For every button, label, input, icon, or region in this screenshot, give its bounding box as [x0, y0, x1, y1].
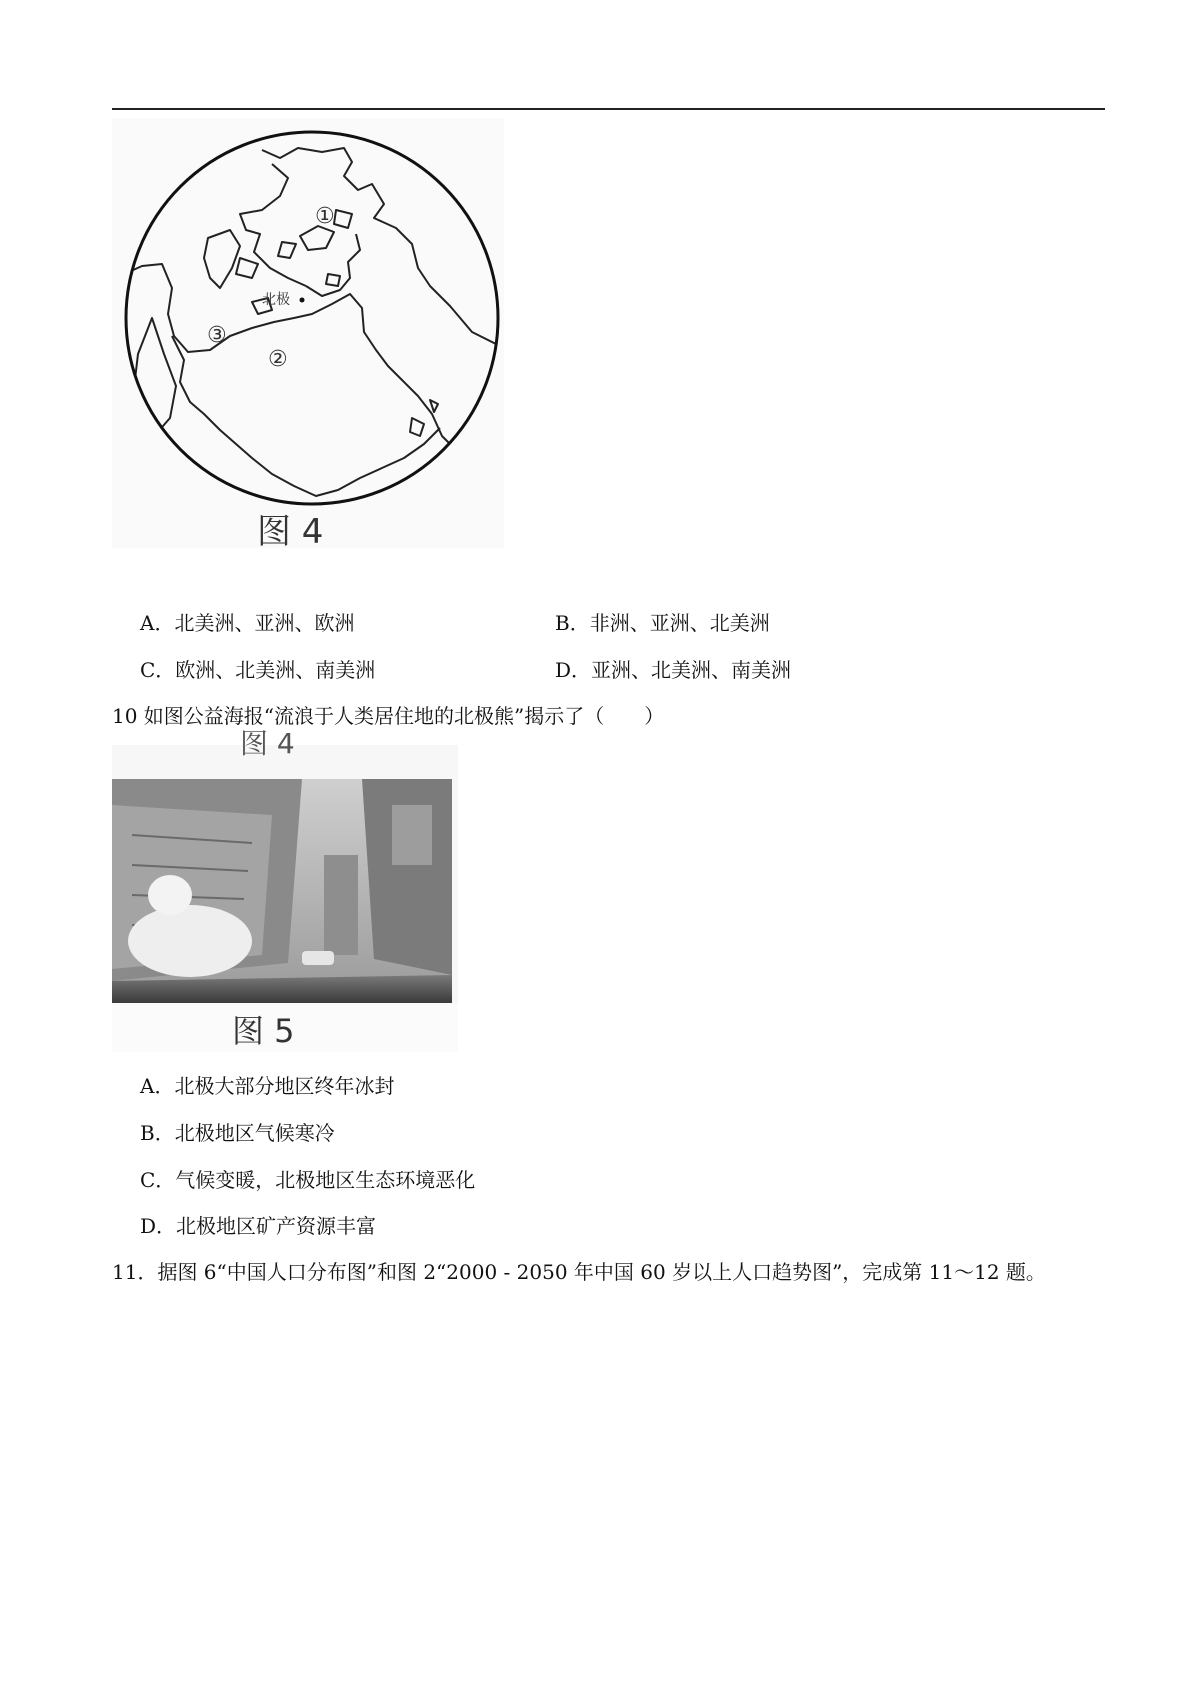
arctic-map-graphic: [112, 118, 504, 552]
q10-stem: 10 如图公益海报“流浪于人类居住地的北极熊”揭示了（ ）: [112, 704, 665, 728]
globe-outline: [126, 132, 498, 504]
q10-option-a: A．北极大部分地区终年冰封: [140, 1074, 395, 1098]
figure-5-caption: 图 5: [232, 1012, 295, 1050]
q10-option-c: C．气候变暖，北极地区生态环境恶化: [140, 1168, 476, 1192]
figure-5-polar-bear-poster: [112, 727, 458, 1052]
q9-option-d: D．亚洲、北美洲、南美洲: [555, 658, 792, 682]
cut-caption: 图 4: [240, 727, 295, 760]
greenland-outline: [204, 230, 240, 288]
north-pole-dot: [300, 298, 305, 303]
marker-3: ③: [207, 323, 227, 348]
q10-option-b: B．北极地区气候寒冷: [140, 1121, 335, 1145]
marker-1: ①: [315, 204, 335, 229]
figure-4-arctic-map: [112, 118, 504, 552]
north-pole-label: 北极: [262, 292, 290, 308]
q9-option-c: C．欧洲、北美洲、南美洲: [140, 658, 376, 682]
q9-option-a: A．北美洲、亚洲、欧洲: [140, 611, 355, 635]
q11-stem: 11．据图 6“中国人口分布图”和图 2“2000 - 2050 年中国 60 岁以上人口趋势图”，完成第 11～12 题。: [112, 1260, 1046, 1284]
q9-option-b: B．非洲、亚洲、北美洲: [555, 611, 770, 635]
eurasia-outline: [120, 264, 504, 468]
polar-bear-photo: [112, 727, 458, 1052]
polar-bear: [128, 905, 252, 977]
header-rule: [112, 108, 1105, 110]
q10-option-d: D．北极地区矿产资源丰富: [140, 1214, 377, 1238]
marker-2: ②: [268, 347, 288, 372]
figure-4-caption: 图 4: [257, 512, 324, 552]
archipelago-island: [300, 226, 334, 250]
